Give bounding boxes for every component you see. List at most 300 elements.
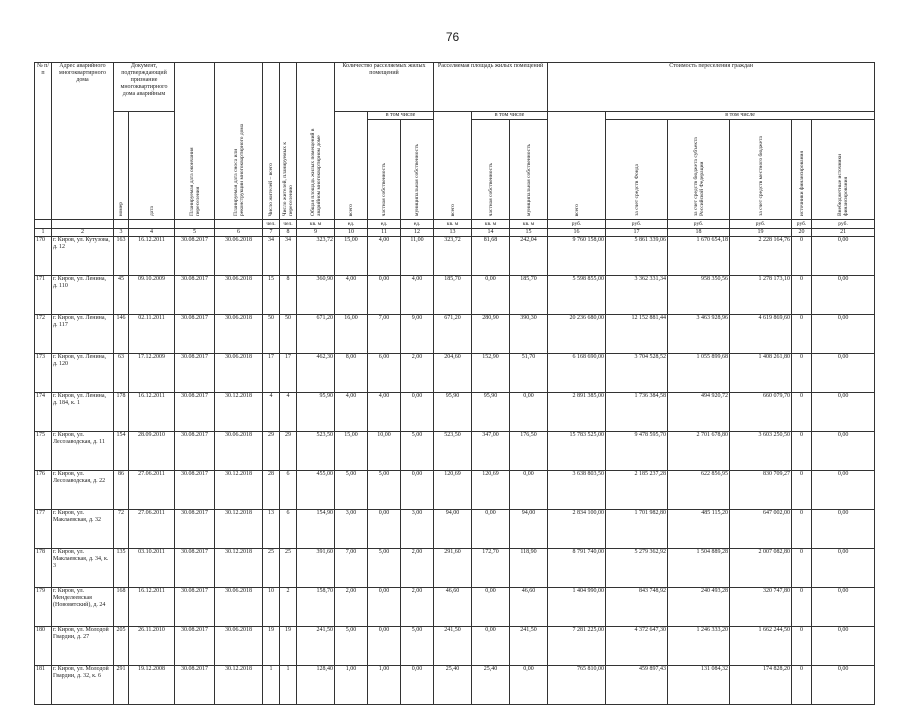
doc-date-cell: 28.09.2010 [129,432,175,471]
residents-total-cell: 13 [263,510,280,549]
cost-other-cell: 0 [792,627,812,666]
total-area-cell: 128,40 [297,666,335,705]
residents-total-cell: 4 [263,393,280,432]
address-cell: г. Киров, ул. Маклаевская, д. 34, к. 3 [52,549,114,588]
residents-relocate-cell: 19 [280,627,297,666]
column-number-cell: 14 [472,229,510,237]
relocation-date-cell: 30.08.2017 [175,627,215,666]
unit-cell: руб. [548,220,606,229]
unit-cell [129,220,175,229]
header-document: Документ, подтверждающий признание многоквартирного дома аварийным [114,63,175,112]
header-residents-total: Число жителей – всего [263,63,280,220]
doc-date-cell: 27.06.2011 [129,510,175,549]
demolition-date-cell: 30.12.2018 [215,471,263,510]
unit-cell: кв. м [510,220,548,229]
cost-fund-cell: 4 372 647,30 [606,627,668,666]
residents-relocate-cell: 6 [280,471,297,510]
demolition-date-cell: 30.06.2018 [215,237,263,276]
count-total-cell: 2,00 [335,588,368,627]
residents-relocate-cell: 25 [280,549,297,588]
address-cell: г. Киров, ул. Ленина, д. 110 [52,276,114,315]
column-number-cell: 1 [35,229,52,237]
header-residents-relocate: Число жителей, планируемых к переселению [280,63,297,220]
address-cell: г. Киров, ул. Молодой Гвардии, д. 27 [52,627,114,666]
column-number-cell: 5 [175,229,215,237]
address-cell: г. Киров, ул. Ленина, д. 120 [52,354,114,393]
cost-total-cell: 765 810,00 [548,666,606,705]
count-private-cell: 0,00 [368,510,401,549]
header-area-incl: в том числе [472,112,548,120]
unit-cell: кв. м [434,220,472,229]
header-rooms-area: Расселяемая площадь жилых помещений [434,63,548,112]
unit-cell [175,220,215,229]
column-number-cell: 2 [52,229,114,237]
area-total-cell: 185,70 [434,276,472,315]
doc-date-cell: 27.06.2011 [129,471,175,510]
count-total-cell: 1,00 [335,666,368,705]
cost-extra-cell: 0,00 [812,354,875,393]
count-private-cell: 4,00 [368,393,401,432]
count-municipal-cell: 0,00 [401,393,434,432]
count-municipal-cell: 4,00 [401,276,434,315]
table-row [35,354,875,393]
relocation-date-cell: 30.08.2017 [175,315,215,354]
area-total-cell: 671,20 [434,315,472,354]
demolition-date-cell: 30.12.2018 [215,666,263,705]
area-municipal-cell: 94,00 [510,510,548,549]
area-total-cell: 241,50 [434,627,472,666]
area-private-cell: 280,90 [472,315,510,354]
cost-extra-cell: 0,00 [812,666,875,705]
cost-other-cell: 0 [792,393,812,432]
area-total-cell: 120,69 [434,471,472,510]
doc-number-cell: 146 [114,315,129,354]
cost-region-cell: 3 463 928,96 [668,315,730,354]
doc-number-cell: 135 [114,549,129,588]
doc-number-cell: 154 [114,432,129,471]
doc-date-cell: 16.12.2011 [129,393,175,432]
cost-region-cell: 485 115,20 [668,510,730,549]
residents-total-cell: 28 [263,471,280,510]
cost-other-cell: 0 [792,432,812,471]
cost-local-cell: 660 079,70 [730,393,792,432]
cost-fund-cell: 9 478 595,70 [606,432,668,471]
page-number: 76 [445,30,460,44]
cost-local-cell: 174 828,20 [730,666,792,705]
count-total-cell: 7,00 [335,549,368,588]
count-private-cell: 0,00 [368,627,401,666]
header-other: источники финансирования [792,120,812,220]
row-number-cell: 173 [35,354,52,393]
residents-relocate-cell: 34 [280,237,297,276]
residents-total-cell: 34 [263,237,280,276]
relocation-date-cell: 30.08.2017 [175,471,215,510]
cost-other-cell: 0 [792,276,812,315]
doc-date-cell: 16.12.2011 [129,588,175,627]
count-total-cell: 15,00 [335,237,368,276]
unit-cell: кв. м [472,220,510,229]
area-municipal-cell: 0,00 [510,471,548,510]
cost-other-cell: 0 [792,237,812,276]
cost-fund-cell: 1 736 384,58 [606,393,668,432]
cost-total-cell: 2 891 385,00 [548,393,606,432]
column-numbers-row [35,229,875,237]
cost-region-cell: 1 504 889,28 [668,549,730,588]
doc-date-cell: 09.10.2009 [129,276,175,315]
header-count-private: частная собственность [368,120,401,220]
area-total-cell: 523,50 [434,432,472,471]
header-cost-total: всего [548,112,606,220]
cost-extra-cell: 0,00 [812,276,875,315]
header-address: Адрес аварийного многоквартирного дома [52,63,114,220]
address-cell: г. Киров, ул. Ленина, д. 117 [52,315,114,354]
cost-local-cell: 3 603 250,50 [730,432,792,471]
header-region: за счет средств бюджета субъекта Российской Федерации [668,120,730,220]
area-private-cell: 25,40 [472,666,510,705]
address-cell: г. Киров, ул. Менделеевская (Нововятский), д. 24 [52,588,114,627]
relocation-date-cell: 30.08.2017 [175,432,215,471]
row-number-cell: 172 [35,315,52,354]
residents-relocate-cell: 8 [280,276,297,315]
cost-fund-cell: 3 704 528,52 [606,354,668,393]
header-local: за счет средств местного бюджета [730,120,792,220]
header-doc-number: номер [114,112,129,220]
relocation-table [34,62,875,705]
residents-relocate-cell: 2 [280,588,297,627]
doc-number-cell: 178 [114,393,129,432]
area-municipal-cell: 390,30 [510,315,548,354]
doc-date-cell: 03.10.2011 [129,549,175,588]
table-row [35,510,875,549]
doc-date-cell: 19.12.2008 [129,666,175,705]
area-private-cell: 172,70 [472,549,510,588]
area-private-cell: 152,90 [472,354,510,393]
cost-extra-cell: 0,00 [812,549,875,588]
column-number-cell: 16 [548,229,606,237]
unit-cell: руб. [730,220,792,229]
cost-other-cell: 0 [792,549,812,588]
cost-extra-cell: 0,00 [812,471,875,510]
demolition-date-cell: 30.06.2018 [215,354,263,393]
count-total-cell: 3,00 [335,510,368,549]
cost-other-cell: 0 [792,471,812,510]
area-municipal-cell: 176,50 [510,432,548,471]
column-number-cell: 7 [263,229,280,237]
count-municipal-cell: 0,00 [401,666,434,705]
cost-region-cell: 622 856,95 [668,471,730,510]
column-number-cell: 12 [401,229,434,237]
table-row [35,666,875,705]
column-number-cell: 17 [606,229,668,237]
cost-other-cell: 0 [792,666,812,705]
total-area-cell: 154,90 [297,510,335,549]
row-number-cell: 179 [35,588,52,627]
cost-local-cell: 647 002,00 [730,510,792,549]
row-number-cell: 170 [35,237,52,276]
relocation-date-cell: 30.08.2017 [175,393,215,432]
area-municipal-cell: 241,50 [510,627,548,666]
count-total-cell: 8,00 [335,354,368,393]
area-municipal-cell: 118,90 [510,549,548,588]
cost-extra-cell: 0,00 [812,432,875,471]
row-number-cell: 178 [35,549,52,588]
doc-number-cell: 63 [114,354,129,393]
total-area-cell: 671,20 [297,315,335,354]
area-private-cell: 0,00 [472,510,510,549]
cost-total-cell: 2 834 100,00 [548,510,606,549]
address-cell: г. Киров, ул. Кутузова, д. 12 [52,237,114,276]
residents-total-cell: 15 [263,276,280,315]
table-row [35,276,875,315]
cost-fund-cell: 2 185 237,28 [606,471,668,510]
area-total-cell: 25,40 [434,666,472,705]
count-municipal-cell: 2,00 [401,354,434,393]
residents-relocate-cell: 50 [280,315,297,354]
area-private-cell: 0,00 [472,276,510,315]
row-number-cell: 181 [35,666,52,705]
address-cell: г. Киров, ул. Маклаевская, д. 32 [52,510,114,549]
count-private-cell: 0,00 [368,588,401,627]
table-body [35,237,875,705]
column-number-cell: 18 [668,229,730,237]
cost-region-cell: 2 701 678,80 [668,432,730,471]
header-no: № п/п [35,63,52,220]
unit-cell [35,220,52,229]
residents-total-cell: 17 [263,354,280,393]
cost-total-cell: 20 236 680,00 [548,315,606,354]
address-cell: г. Киров, ул. Ленина, д. 184, к. 1 [52,393,114,432]
doc-number-cell: 163 [114,237,129,276]
cost-other-cell: 0 [792,510,812,549]
area-private-cell: 347,00 [472,432,510,471]
count-municipal-cell: 5,00 [401,432,434,471]
cost-extra-cell: 0,00 [812,510,875,549]
doc-number-cell: 45 [114,276,129,315]
cost-local-cell: 320 747,80 [730,588,792,627]
cost-other-cell: 0 [792,588,812,627]
table-row [35,237,875,276]
total-area-cell: 241,50 [297,627,335,666]
units-row [35,220,875,229]
area-private-cell: 0,00 [472,627,510,666]
header-extra: Внебюджетные источники финансирования [812,120,875,220]
area-municipal-cell: 0,00 [510,393,548,432]
area-private-cell: 81,68 [472,237,510,276]
cost-total-cell: 7 281 225,00 [548,627,606,666]
unit-cell: ед. [335,220,368,229]
demolition-date-cell: 30.12.2018 [215,549,263,588]
header-doc-date: дата [129,112,175,220]
address-cell: г. Киров, ул. Лесозаводская, д. 22 [52,471,114,510]
table-row [35,315,875,354]
table-row [35,588,875,627]
area-total-cell: 204,60 [434,354,472,393]
total-area-cell: 158,70 [297,588,335,627]
unit-cell: чел. [280,220,297,229]
cost-fund-cell: 843 748,92 [606,588,668,627]
area-private-cell: 95,90 [472,393,510,432]
cost-local-cell: 2 007 082,80 [730,549,792,588]
address-cell: г. Киров, ул. Молодой Гвардии, д. 32, к. 6 [52,666,114,705]
residents-relocate-cell: 6 [280,510,297,549]
unit-cell: руб. [668,220,730,229]
table-row [35,432,875,471]
area-municipal-cell: 185,70 [510,276,548,315]
count-private-cell: 5,00 [368,549,401,588]
demolition-date-cell: 30.06.2018 [215,627,263,666]
doc-number-cell: 291 [114,666,129,705]
row-number-cell: 175 [35,432,52,471]
doc-date-cell: 16.12.2011 [129,237,175,276]
area-total-cell: 94,00 [434,510,472,549]
cost-total-cell: 9 760 158,00 [548,237,606,276]
header-area-private: частная собственность [472,120,510,220]
cost-total-cell: 1 404 990,00 [548,588,606,627]
relocation-date-cell: 30.08.2017 [175,237,215,276]
column-number-cell: 4 [129,229,175,237]
header-total-area: Общая площадь жилых помещений в аварийном многоквартирном доме [297,63,335,220]
residents-relocate-cell: 1 [280,666,297,705]
column-number-cell: 11 [368,229,401,237]
cost-region-cell: 494 920,72 [668,393,730,432]
total-area-cell: 95,90 [297,393,335,432]
count-municipal-cell: 5,00 [401,627,434,666]
row-number-cell: 180 [35,627,52,666]
cost-total-cell: 3 638 803,50 [548,471,606,510]
cost-total-cell: 6 168 690,00 [548,354,606,393]
unit-cell: ед. [368,220,401,229]
count-private-cell: 0,00 [368,276,401,315]
count-total-cell: 15,00 [335,432,368,471]
table-row [35,471,875,510]
count-private-cell: 1,00 [368,666,401,705]
unit-cell [114,220,129,229]
area-total-cell: 291,60 [434,549,472,588]
demolition-date-cell: 30.12.2018 [215,510,263,549]
count-municipal-cell: 2,00 [401,549,434,588]
unit-cell [52,220,114,229]
table-row [35,549,875,588]
cost-region-cell: 240 493,28 [668,588,730,627]
demolition-date-cell: 30.06.2018 [215,315,263,354]
cost-extra-cell: 0,00 [812,588,875,627]
residents-relocate-cell: 29 [280,432,297,471]
relocation-date-cell: 30.08.2017 [175,354,215,393]
count-private-cell: 7,00 [368,315,401,354]
cost-local-cell: 1 662 244,50 [730,627,792,666]
row-number-cell: 176 [35,471,52,510]
count-total-cell: 4,00 [335,393,368,432]
cost-fund-cell: 1 701 982,80 [606,510,668,549]
header-area-total: всего [434,112,472,220]
unit-cell: руб. [606,220,668,229]
cost-extra-cell: 0,00 [812,627,875,666]
area-total-cell: 46,60 [434,588,472,627]
doc-number-cell: 205 [114,627,129,666]
cost-extra-cell: 0,00 [812,237,875,276]
cost-total-cell: 8 791 740,00 [548,549,606,588]
column-number-cell: 3 [114,229,129,237]
column-number-cell: 21 [812,229,875,237]
doc-number-cell: 168 [114,588,129,627]
cost-region-cell: 1 670 654,18 [668,237,730,276]
area-municipal-cell: 51,70 [510,354,548,393]
unit-cell [215,220,263,229]
column-number-cell: 10 [335,229,368,237]
count-municipal-cell: 2,00 [401,588,434,627]
header-count-total: всего [335,112,368,220]
cost-fund-cell: 5 861 339,06 [606,237,668,276]
area-municipal-cell: 46,60 [510,588,548,627]
address-cell: г. Киров, ул. Лесозаводская, д. 11 [52,432,114,471]
cost-region-cell: 1 055 899,68 [668,354,730,393]
row-number-cell: 177 [35,510,52,549]
cost-fund-cell: 12 152 881,44 [606,315,668,354]
total-area-cell: 360,90 [297,276,335,315]
doc-number-cell: 72 [114,510,129,549]
doc-date-cell: 17.12.2009 [129,354,175,393]
count-municipal-cell: 0,00 [401,471,434,510]
area-municipal-cell: 0,00 [510,666,548,705]
demolition-date-cell: 30.06.2018 [215,276,263,315]
count-private-cell: 4,00 [368,237,401,276]
column-number-cell: 8 [280,229,297,237]
total-area-cell: 323,72 [297,237,335,276]
header-rooms-count: Количество расселяемых жилых помещений [335,63,434,112]
total-area-cell: 462,30 [297,354,335,393]
cost-local-cell: 1 278 173,10 [730,276,792,315]
count-private-cell: 5,00 [368,471,401,510]
residents-total-cell: 19 [263,627,280,666]
count-private-cell: 6,00 [368,354,401,393]
column-number-cell: 6 [215,229,263,237]
header-row-1 [35,63,875,112]
unit-cell: чел. [263,220,280,229]
relocation-date-cell: 30.08.2017 [175,549,215,588]
header-cost-incl: в том числе [606,112,875,120]
header-count-municipal: муниципальная собственность [401,120,434,220]
cost-local-cell: 4 619 869,60 [730,315,792,354]
header-fund: за счет средств Фонда [606,120,668,220]
area-municipal-cell: 242,04 [510,237,548,276]
unit-cell: руб. [812,220,875,229]
header-planned-demolition: Планируемая дата сноса или реконструкции многоквартирного дома [215,63,263,220]
row-number-cell: 174 [35,393,52,432]
area-private-cell: 0,00 [472,588,510,627]
relocation-date-cell: 30.08.2017 [175,510,215,549]
unit-cell: кв. м [297,220,335,229]
cost-extra-cell: 0,00 [812,315,875,354]
count-municipal-cell: 11,00 [401,237,434,276]
header-planned-relocation: Планируемая дата окончания переселения [175,63,215,220]
column-number-cell: 20 [792,229,812,237]
total-area-cell: 455,00 [297,471,335,510]
total-area-cell: 391,60 [297,549,335,588]
residents-total-cell: 25 [263,549,280,588]
cost-local-cell: 830 709,27 [730,471,792,510]
residents-relocate-cell: 17 [280,354,297,393]
count-total-cell: 5,00 [335,471,368,510]
demolition-date-cell: 30.12.2018 [215,393,263,432]
cost-other-cell: 0 [792,315,812,354]
column-number-cell: 9 [297,229,335,237]
doc-number-cell: 86 [114,471,129,510]
column-number-cell: 13 [434,229,472,237]
residents-total-cell: 29 [263,432,280,471]
count-total-cell: 5,00 [335,627,368,666]
column-number-cell: 15 [510,229,548,237]
residents-total-cell: 10 [263,588,280,627]
